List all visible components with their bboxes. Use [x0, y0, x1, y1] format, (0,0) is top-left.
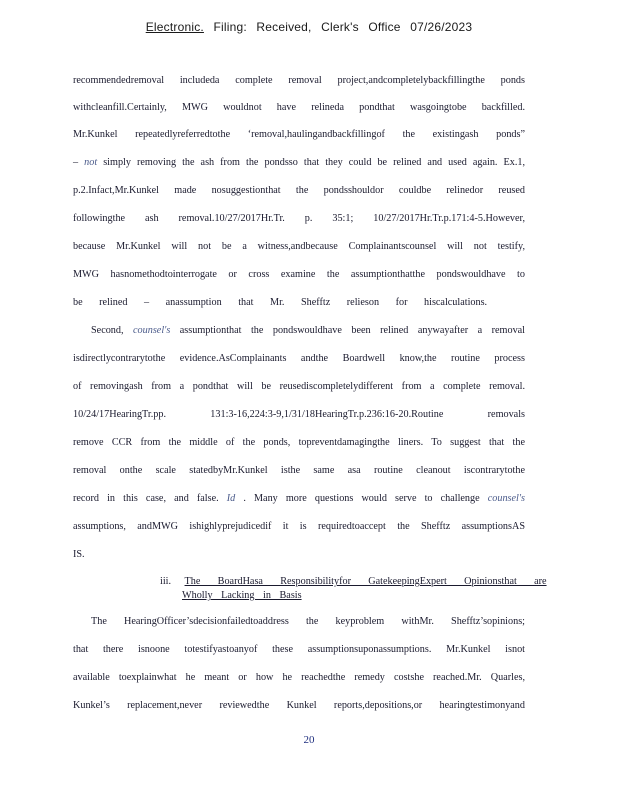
filing-header [0, 20, 618, 34]
body-line-8: MWG hasnomethodtointerrogate or cross examine the assumptionthatthe pondswouldhave to [73, 269, 525, 280]
body-line-18: IS. [73, 549, 85, 560]
section-heading [160, 576, 545, 587]
italic-counsels: counsel's [133, 325, 171, 336]
body-line-16-rest: . Many more questions would serve to challenge [243, 493, 480, 504]
body-line-3: Mr.Kunkel repeatedlyreferredtothe ‘removal,haulingandbackfillingof the existingash ponds” [73, 129, 525, 140]
italic-not: not [84, 157, 98, 168]
body-line-1: recommendedremoval includeda complete removal project,andcompletelybackfillingthe ponds [73, 75, 525, 86]
body-line-16-text: record in this case, and false. [73, 493, 219, 504]
body-line-10 [91, 325, 525, 336]
section-heading-line-1: The BoardHasa Responsibilityfor GatekeepingExpert Opinionsthat are [184, 576, 547, 587]
body-line-10-text: assumptionthat the pondswouldhave been relined anywayafter a removal [179, 325, 526, 336]
body-line-20: that there isnoone totestifyastoanyof these assumptionsuponassumptions. Mr.Kunkel isnot [73, 644, 525, 655]
body-line-5: p.2.Infact,Mr.Kunkel made nosuggestionthat the pondsshouldor couldbe relinedor reused [73, 185, 525, 196]
section-number: iii. [160, 576, 172, 587]
body-line-17: assumptions, andMWG ishighlyprejudicedif it is requiredtoaccept the Shefftz assumptionsAS [73, 521, 525, 532]
filing-header-electronic: Electronic. [145, 20, 204, 34]
italic-id: Id [226, 493, 236, 504]
body-line-6: followingthe ash removal.10/27/2017Hr.Tr. p. 35:1; 10/27/2017Hr.Tr.p.171:4-5.However, [73, 213, 525, 224]
filing-header-text: Filing: Received, Clerk's Office 07/26/2023 [213, 20, 473, 34]
body-line-14: remove CCR from the middle of the ponds, topreventdamagingthe liners. To suggest that the [73, 437, 525, 448]
page-number: 20 [303, 734, 315, 746]
second-word: Second, [91, 325, 124, 336]
body-line-11: isdirectlycontrarytothe evidence.AsComplainants andthe Boardwell know,the routine process [73, 353, 525, 364]
body-line-2: withcleanfill.Certainly, MWG wouldnot have relineda pondthat wasgoingtobe backfilled. [73, 102, 525, 113]
body-line-15: removal onthe scale statedbyMr.Kunkel isthe same asa routine cleanout iscontrarytothe [73, 465, 525, 476]
body-line-4 [73, 157, 525, 168]
body-line-22: Kunkel’s replacement,never reviewedthe Kunkel reports,depositions,or hearingtestimonyand [73, 700, 525, 711]
dash: – [73, 157, 79, 168]
body-line-16 [73, 493, 525, 504]
body-line-19: The HearingOfficer’sdecisionfailedtoaddress the keyproblem withMr. Shefftz’sopinions; [91, 616, 525, 627]
body-line-7: because Mr.Kunkel will not be a witness,andbecause Complainantscounsel will not testify, [73, 241, 525, 252]
body-line-9: be relined – anassumption that Mr. Shefftz relieson for hiscalculations. [73, 297, 488, 308]
body-line-4-text: simply removing the ash from the pondsso that they could be relined and used again. Ex.1, [103, 157, 526, 168]
italic-counsels-2: counsel's [487, 493, 525, 504]
body-line-21: available toexplainwhat he meant or how he reachedthe remedy costshe reached.Mr. Quarles, [73, 672, 525, 683]
body-line-13: 10/24/17HearingTr.pp. 131:3-16,224:3-9,1/31/18HearingTr.p.236:16-20.Routine removals [73, 409, 525, 420]
section-heading-line-2: Wholly Lacking in Basis [182, 590, 302, 601]
body-line-12: of removingash from a pondthat will be reusediscompletelydifferent from a complete removal. [73, 381, 525, 392]
